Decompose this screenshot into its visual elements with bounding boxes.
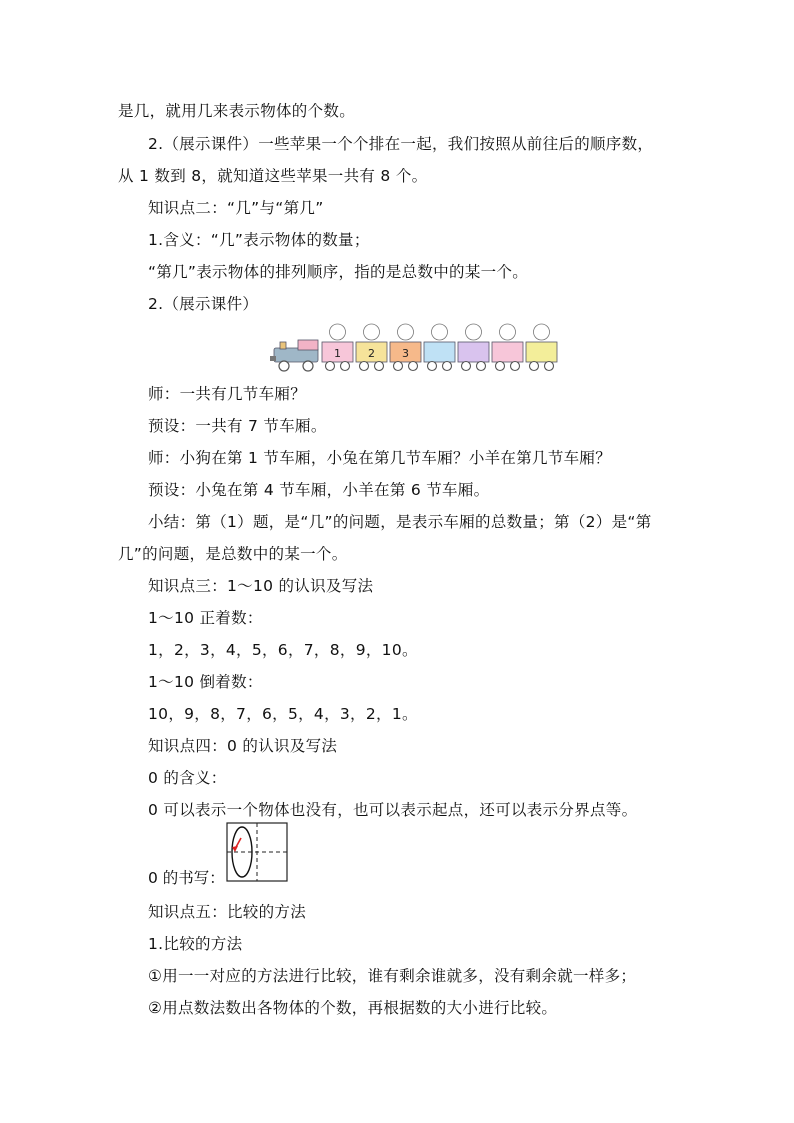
text-line: ①用一一对应的方法进行比较，谁有剩余谁就多，没有剩余就一样多； (148, 967, 637, 985)
zero-writing-grid (226, 822, 288, 882)
text-line: 0 的含义： (148, 769, 227, 787)
train-car (356, 324, 387, 371)
car-body (458, 342, 489, 362)
text-line: 2.（展示课件）一些苹果一个个排在一起，我们按照从前往后的顺序数， (148, 135, 654, 153)
car-wheel (496, 362, 505, 371)
car-wheel (428, 362, 437, 371)
text-line: 1.比较的方法 (148, 935, 243, 953)
car-number: 2 (368, 347, 375, 360)
car-wheel (443, 362, 452, 371)
train-illustration (270, 318, 570, 374)
car-wheel (341, 362, 350, 371)
car-body (424, 342, 455, 362)
car-wheel (375, 362, 384, 371)
text-line: 1～10 倒着数： (148, 673, 263, 691)
car-body (526, 342, 557, 362)
section-heading: 知识点二：“几”与“第几” (148, 199, 324, 217)
text-line: 预设：一共有 7 节车厢。 (148, 417, 327, 435)
section-heading: 知识点五：比较的方法 (148, 903, 307, 921)
car-wheel (477, 362, 486, 371)
animal-head (534, 324, 550, 340)
text-line: 几”的问题，是总数中的某一个。 (118, 545, 348, 563)
animal-head (398, 324, 414, 340)
train-car (390, 324, 421, 371)
car-wheel (394, 362, 403, 371)
text-line: 小结：第（1）题，是“几”的问题，是表示车厢的总数量；第（2）是“第 (148, 513, 652, 531)
text-line: 师：小狗在第 1 节车厢，小兔在第几节车厢？小羊在第几节车厢？ (148, 449, 612, 467)
car-wheel (326, 362, 335, 371)
text-line: 10，9，8，7，6，5，4，3，2，1。 (148, 705, 418, 723)
car-wheel (511, 362, 520, 371)
section-heading: 知识点三：1～10 的认识及写法 (148, 577, 374, 595)
text-line: 从 1 数到 8，就知道这些苹果一共有 8 个。 (118, 167, 428, 185)
train-cars (322, 324, 557, 371)
text-line: ②用点数法数出各物体的个数，再根据数的大小进行比较。 (148, 999, 558, 1017)
text-line: 师：一共有几节车厢？ (148, 385, 307, 403)
text-line: 0 可以表示一个物体也没有，也可以表示起点，还可以表示分界点等。 (148, 801, 638, 819)
train-car (424, 324, 455, 371)
train-car (458, 324, 489, 371)
car-number: 3 (402, 347, 409, 360)
text-line: “第几”表示物体的排列顺序，指的是总数中的某一个。 (148, 263, 529, 281)
animal-head (432, 324, 448, 340)
zero-writing-label: 0 的书写： (148, 869, 225, 887)
locomotive (270, 340, 318, 371)
animal-head (466, 324, 482, 340)
animal-head (500, 324, 516, 340)
text-line: 1.含义：“几”表示物体的数量； (148, 231, 370, 249)
car-wheel (462, 362, 471, 371)
section-heading: 知识点四：0 的认识及写法 (148, 737, 338, 755)
train-car (322, 324, 353, 371)
text-line: 是几，就用几来表示物体的个数。 (118, 102, 356, 120)
text-line: 预设：小兔在第 4 节车厢，小羊在第 6 节车厢。 (148, 481, 490, 499)
train-car (526, 324, 557, 371)
car-wheel (360, 362, 369, 371)
car-number: 1 (334, 347, 341, 360)
text-line: 2.（展示课件） (148, 295, 259, 313)
car-wheel (409, 362, 418, 371)
car-body (492, 342, 523, 362)
text-line: 1，2，3，4，5，6，7，8，9，10。 (148, 641, 418, 659)
train-car (492, 324, 523, 371)
car-wheel (530, 362, 539, 371)
animal-head (330, 324, 346, 340)
car-wheel (545, 362, 554, 371)
text-line: 1～10 正着数： (148, 609, 263, 627)
animal-head (364, 324, 380, 340)
